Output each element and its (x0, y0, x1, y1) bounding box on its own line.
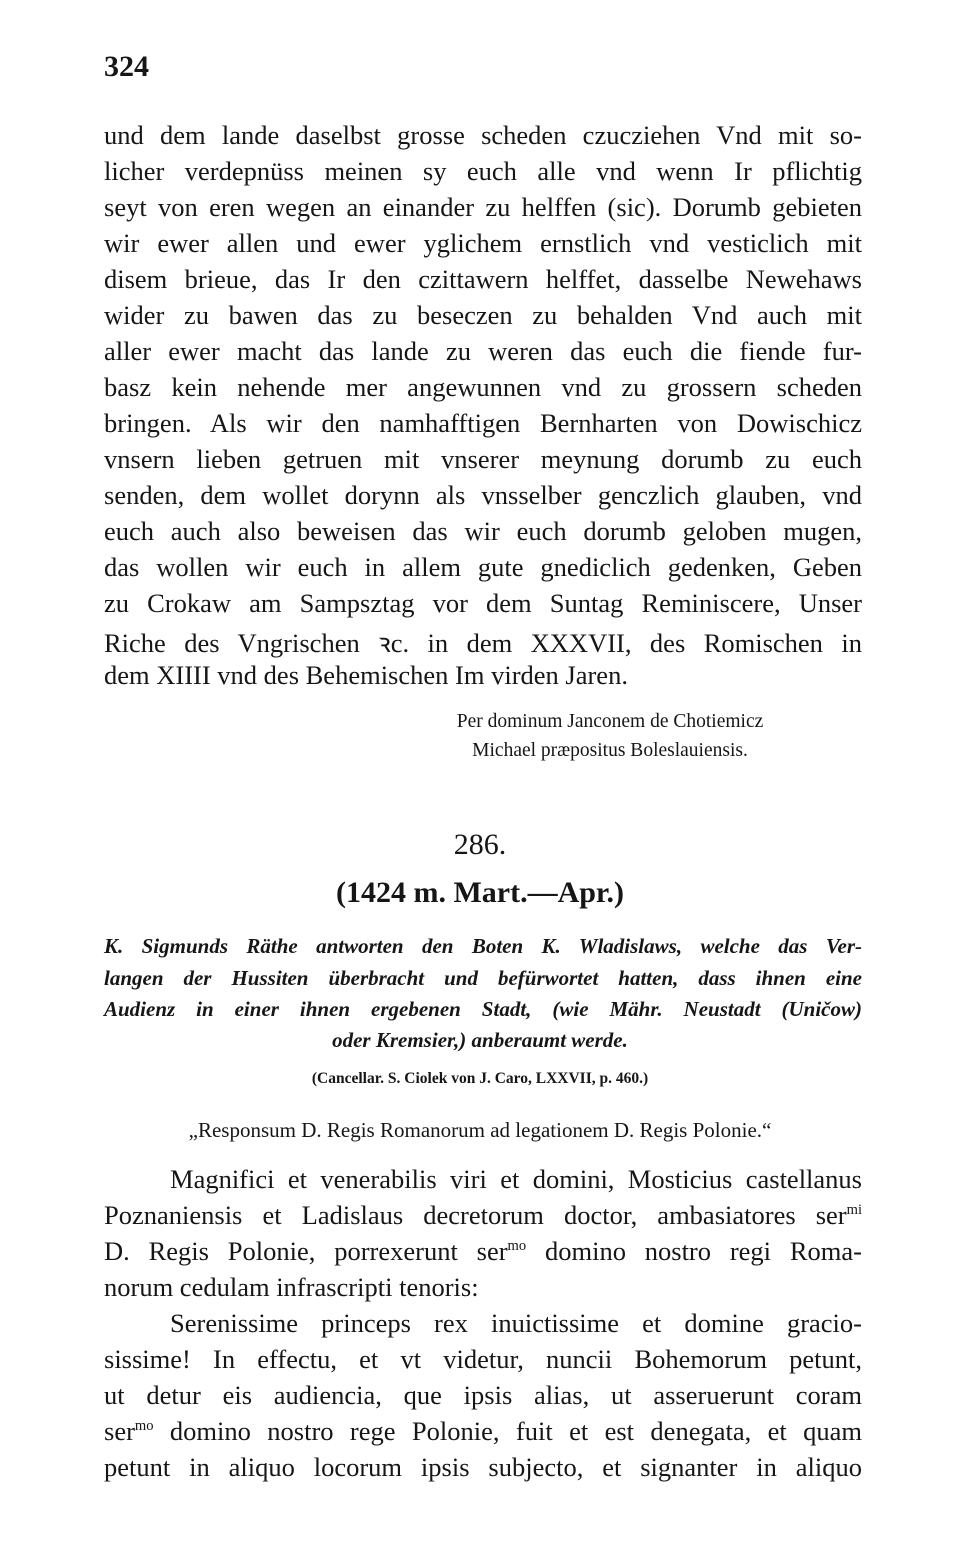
text-line: wir ewer allen und ewer yglichem ernstlich vnd vesticlich mit (104, 228, 862, 258)
text-line: das wollen wir euch in allem gute gnediclich gedenken, Geben (104, 552, 862, 582)
summary-line: Audienz in einer ihnen ergebenen Stadt, (wie Mähr. Neustadt (Uničow) (104, 997, 862, 1021)
superscript: mo (507, 1238, 527, 1255)
text-line: petunt in aliquo locorum ipsis subjecto, et signanter in aliquo (104, 1452, 862, 1482)
text-line: Serenissime princeps rex inuictissime et domine gracio- (170, 1308, 862, 1338)
text-line: wider zu bawen das zu beseczen zu behalden Vnd auch mit (104, 300, 862, 330)
text-line: ser$^{mo}$ domino nostro rege Polonie, fuit et est denegata, et quam (104, 1416, 862, 1446)
response-heading: „Responsum D. Regis Romanorum ad legationem D. Regis Polonie.“ (188, 1118, 772, 1142)
document-number: 286. (453, 828, 507, 861)
text-line: euch auch also beweisen das wir euch dorumb geloben mugen, (104, 516, 862, 546)
signature-line: Michael præpositus Boleslauiensis. (472, 740, 748, 761)
superscript: mo (134, 1418, 154, 1435)
summary-line: langen der Hussiten überbracht und befürwortet hatten, dass ihnen eine (104, 966, 862, 990)
summary-line: K. Sigmunds Räthe antworten den Boten K. Wladislaws, welche das Ver- (104, 934, 862, 958)
text-line: dem XIIII vnd des Behemischen Im virden Jaren. (104, 660, 628, 690)
text-line: bringen. Als wir den namhafftigen Bernharten von Dowischicz (104, 408, 862, 438)
text-line: sissime! In effectu, et vt videtur, nuncii Bohemorum petunt, (104, 1344, 862, 1374)
text-line: ut detur eis audiencia, que ipsis alias, ut asseruerunt coram (104, 1380, 862, 1410)
document-date: (1424 m. Mart.—Apr.) (335, 876, 624, 909)
signature-line: Per dominum Janconem de Chotiemicz (456, 711, 764, 732)
page-number: 324 (104, 50, 149, 83)
text-line: senden, dem wollet dorynn als vnsselber genczlich glauben, vnd (104, 480, 862, 510)
text-line: Magnifici et venerabilis viri et domini, Mosticius castellanus (170, 1164, 862, 1194)
text-line: disem brieue, das Ir den czittawern helffet, dasselbe Newehaws (104, 264, 862, 294)
summary-line: oder Kremsier,) anberaumt werde. (332, 1028, 628, 1052)
text-line: und dem lande daselbst grosse scheden czucziehen Vnd mit so- (104, 120, 862, 150)
source-citation: (Cancellar. S. Ciolek von J. Caro, LXXVII, p. 460.) (311, 1070, 649, 1087)
text-line: licher verdepnüss meinen sy euch alle vnd wenn Ir pflichtig (104, 156, 862, 186)
text-line: D. Regis Polonie, porrexerunt ser$^{mo}$ domino nostro regi Roma- (104, 1236, 862, 1266)
text-line: Poznaniensis et Ladislaus decretorum doctor, ambasiatores ser$^{mi}$ (104, 1200, 862, 1230)
text-line: norum cedulam infrascripti tenoris: (104, 1272, 479, 1302)
superscript: mi (846, 1202, 862, 1219)
text-line: vnsern lieben getruen mit vnserer meynung dorumb zu euch (104, 444, 862, 474)
text-line: seyt von eren wegen an einander zu helffen (sic). Dorumb gebieten (104, 192, 862, 222)
text-line: zu Crokaw am Sampsztag vor dem Suntag Reminiscere, Unser (104, 588, 862, 618)
text-line: Riche des Vngrischen ꝛc. in dem XXXVII, des Romischen in (104, 628, 862, 658)
text-line: aller ewer macht das lande zu weren das euch die fiende fur- (104, 336, 862, 366)
text-line: basz kein nehende mer angewunnen vnd zu grossern scheden (104, 372, 862, 402)
